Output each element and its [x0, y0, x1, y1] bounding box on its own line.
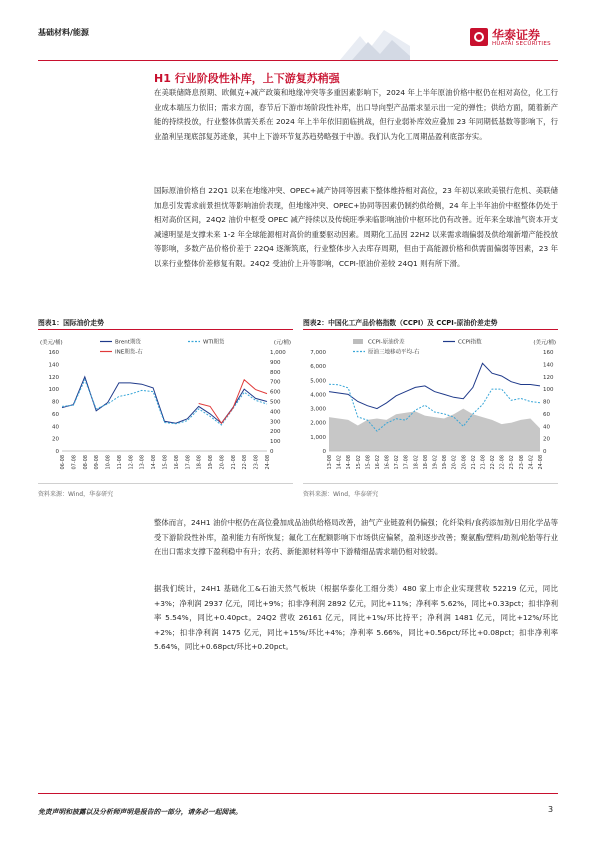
- right-tick-label: 60: [543, 411, 550, 418]
- x-tick-label: 21-02: [470, 455, 477, 470]
- x-tick-label: 24-08: [265, 455, 271, 470]
- right-tick-label: 140: [543, 362, 554, 369]
- series-line-2: [199, 380, 267, 424]
- left-tick-label: 20: [52, 436, 59, 443]
- x-tick-label: 23-08: [253, 455, 260, 470]
- x-tick-label: 12-08: [128, 455, 135, 470]
- paragraph-1: 在美联储降息预期、欧佩克+减产政策和地缘冲突等多重因素影响下，2024 年上半年原油价格中枢仍在相对高位，化工行业成本端压力依旧；需求方面，春节后下游市场阶段性补库，出口导向型产品需求显示出一定的弹性；供给方面，随着新产能的持续投放，行业整体供需关系在 2024 年上半年依旧面临挑战，但行业弱补库效应叠加 23 年同期低基数等影响下，行业盈利呈现底部复苏迹象，其中上下游环节复苏趋势略强于中游。我们认为化工周期品盈利底部夯实。: [154, 88, 558, 141]
- x-tick-label: 17-02: [394, 455, 401, 470]
- left-tick-label: 80: [52, 399, 59, 406]
- right-tick-label: 80: [543, 399, 550, 406]
- figure-1-bottom-rule: [38, 483, 293, 484]
- x-tick-label: 08-08: [82, 455, 89, 470]
- left-tick-label: 6,000: [310, 364, 326, 371]
- x-tick-label: 19-02: [432, 455, 439, 470]
- left-tick-label: 0: [55, 449, 59, 455]
- right-tick-label: 200: [270, 429, 281, 436]
- right-tick-label: 100: [543, 387, 554, 394]
- left-tick-label: 120: [48, 374, 59, 381]
- huatai-logo: [470, 26, 562, 52]
- paragraph-2: 国际原油价格自 22Q1 以来在地缘冲突、OPEC+减产协同等因素下整体维持相对高位，23 年初以来欧美银行危机、美联储加息引发需求前景担忧等影响油价表现，但地缘冲突、OPEC+协同等因素仍制约供给侧，24 年上半年油价中枢整体仍处于相对高价区间，24Q2 油价中枢受 OPEC 减产持续以及传统旺季来临影响油价中枢环比仍有改善。近年来全球油气资本开支减速明显是支撑未来 1-2 年全球能源相对高价的重要驱动因素。周期化工品因 22H2 以来需求端偏弱及供给端新增产能投放等影响，多数产品价格价差于 22Q4 逐渐筑底，行业整体步入去库存周期，但由于高能源价格和供需面偏弱等因素，23 年以来行业整体价差修复有限。24Q2 受油价上升等影响，CCPI-原油价差较 24Q1 则有所下滑。: [154, 186, 558, 268]
- figure-2-chart: [303, 334, 558, 479]
- x-tick-label: 22-02: [490, 455, 497, 470]
- right-tick-label: 20: [543, 436, 550, 443]
- legend-label: INE期货-右: [115, 349, 143, 356]
- right-tick-label: 500: [270, 399, 281, 406]
- x-tick-label: 20-08: [461, 455, 468, 470]
- x-tick-label: 14-08: [346, 455, 353, 470]
- legend-swatch: [353, 339, 363, 344]
- legend-label: CCPI-原油价差: [368, 339, 405, 346]
- left-tick-label: 40: [52, 424, 59, 431]
- section-heading: H1 行业阶段性补库，上下游复苏稍强: [154, 72, 340, 85]
- huatai-logo-icon: [470, 28, 488, 46]
- left-tick-label: 1,000: [310, 434, 326, 441]
- right-tick-label: 120: [543, 374, 554, 381]
- x-tick-label: 15-08: [162, 455, 169, 470]
- right-tick-label: 0: [270, 449, 274, 455]
- x-tick-label: 17-08: [185, 455, 192, 470]
- left-axis-unit: (美元/桶): [40, 340, 63, 346]
- x-tick-label: 22-08: [499, 455, 506, 470]
- x-tick-label: 10-08: [105, 455, 112, 470]
- series-line-1: [329, 363, 540, 408]
- left-tick-label: 3,000: [310, 406, 326, 413]
- right-axis-unit: (美元/桶): [533, 340, 556, 346]
- x-tick-label: 06-08: [60, 455, 66, 470]
- x-tick-label: 15-08: [365, 455, 372, 470]
- x-tick-label: 07-08: [71, 455, 78, 470]
- right-tick-label: 0: [543, 449, 547, 455]
- header-decorative-graphic: [280, 28, 410, 60]
- x-tick-label: 17-08: [403, 455, 410, 470]
- x-tick-label: 11-08: [116, 455, 123, 470]
- figure-2-source: 资料来源：Wind，华泰研究: [303, 491, 379, 498]
- left-tick-label: 7,000: [310, 350, 326, 356]
- header-section-label: 基础材料/能源: [38, 28, 89, 37]
- figure-1-chart: [38, 334, 293, 479]
- x-tick-label: 14-08: [151, 455, 158, 470]
- left-tick-label: 60: [52, 411, 59, 418]
- x-tick-label: 19-08: [208, 455, 215, 470]
- x-tick-label: 24-02: [528, 455, 535, 470]
- x-tick-label: 23-08: [518, 455, 525, 470]
- figure-1-title-rule: [38, 329, 293, 330]
- x-tick-label: 20-02: [451, 455, 458, 470]
- figure-2-title: 图表2：中国化工产品价格指数（CCPI）及 CCPI-原油价差走势: [303, 319, 498, 327]
- left-tick-label: 100: [48, 387, 59, 394]
- x-tick-label: 23-02: [509, 455, 516, 470]
- right-axis-unit: (元/桶): [273, 340, 291, 346]
- header-divider: [38, 60, 558, 61]
- right-tick-label: 300: [270, 419, 281, 426]
- x-tick-label: 15-02: [355, 455, 362, 470]
- x-tick-label: 21-08: [480, 455, 487, 470]
- legend-label: 原油三地移动平均-右: [368, 349, 420, 356]
- right-tick-label: 160: [543, 350, 554, 356]
- figure-2-bottom-rule: [303, 483, 558, 484]
- right-tick-label: 1,000: [270, 350, 286, 356]
- right-tick-label: 40: [543, 424, 550, 431]
- paragraph-4: 据我们统计，24H1 基础化工&石油天然气板块（根据华泰化工细分类）480 家上市企业实现营收 52219 亿元，同比+3%；净利润 2937 亿元，同比+9%；扣非净利润 2892 亿元，同比+11%；净利率 5.62%，同比+0.33pct；扣非净利率 5.54%，同比+0.40pct。24Q2 营收 26161 亿元，同比+1%/环比持平；净利润 1481 亿元，同比+12%/环比+2%；扣非净利润 1475 亿元，同比+15%/环比+4%；净利率 5.66%，同比+0.56pct/环比+0.08pct；扣非净利率 5.64%，同比+0.68pct/环比+0.20pct。: [154, 584, 558, 652]
- page-number: 3: [548, 805, 554, 814]
- footer-divider: [38, 793, 558, 794]
- left-tick-label: 2,000: [310, 420, 326, 427]
- right-tick-label: 900: [270, 359, 281, 366]
- x-tick-label: 14-02: [336, 455, 343, 470]
- legend-label: CCPI指数: [458, 339, 482, 346]
- x-tick-label: 16-08: [173, 455, 180, 470]
- logo-name-cn: 华泰证券: [492, 28, 541, 42]
- x-tick-label: 22-08: [242, 455, 249, 470]
- x-tick-label: 24-08: [538, 455, 544, 470]
- x-tick-label: 20-08: [219, 455, 226, 470]
- logo-name-en: HUATAI SECURITIES: [492, 41, 551, 47]
- left-tick-label: 160: [48, 350, 59, 356]
- left-tick-label: 0: [322, 449, 326, 455]
- figure-1-title: 图表1：国际油价走势: [38, 319, 104, 327]
- x-tick-label: 09-08: [94, 455, 101, 470]
- x-tick-label: 13-08: [327, 455, 333, 470]
- right-tick-label: 400: [270, 409, 281, 416]
- left-tick-label: 140: [48, 362, 59, 369]
- left-tick-label: 4,000: [310, 392, 326, 399]
- x-tick-label: 19-08: [442, 455, 449, 470]
- right-tick-label: 700: [270, 379, 281, 386]
- legend-label: WTI期货: [203, 339, 225, 346]
- figure-1-source: 资料来源：Wind，华泰研究: [38, 491, 114, 498]
- x-tick-label: 16-08: [384, 455, 391, 470]
- right-tick-label: 800: [270, 369, 281, 376]
- x-tick-label: 18-02: [413, 455, 420, 470]
- figure-2-title-rule: [303, 329, 558, 330]
- paragraph-3: 整体而言，24H1 油价中枢仍在高位叠加成品油供给格局改善，油气产业链盈利仍偏强；化纤染料/食药添加剂/日用化学品等受下游阶段性补库，盈利能力有所恢复；氟化工在配额影响下市场供应偏紧，盈利逐步改善；聚氨酯/塑料/助剂/轮胎等行业在出口需求支撑下盈利稳中有升；农药、新能源材料等中下游精细品需求端仍相对较弱。: [154, 518, 558, 557]
- x-tick-label: 21-08: [230, 455, 237, 470]
- right-tick-label: 600: [270, 389, 281, 396]
- x-tick-label: 16-02: [374, 455, 381, 470]
- x-tick-label: 18-08: [422, 455, 429, 470]
- x-tick-label: 18-08: [196, 455, 203, 470]
- legend-label: Brent期货: [115, 339, 141, 346]
- x-tick-label: 13-08: [139, 455, 146, 470]
- left-tick-label: 5,000: [310, 378, 326, 385]
- series-area-0: [329, 409, 540, 451]
- right-tick-label: 100: [270, 439, 281, 446]
- footer-disclaimer: 免责声明和披露以及分析师声明是报告的一部分，请务必一起阅读。: [38, 808, 242, 816]
